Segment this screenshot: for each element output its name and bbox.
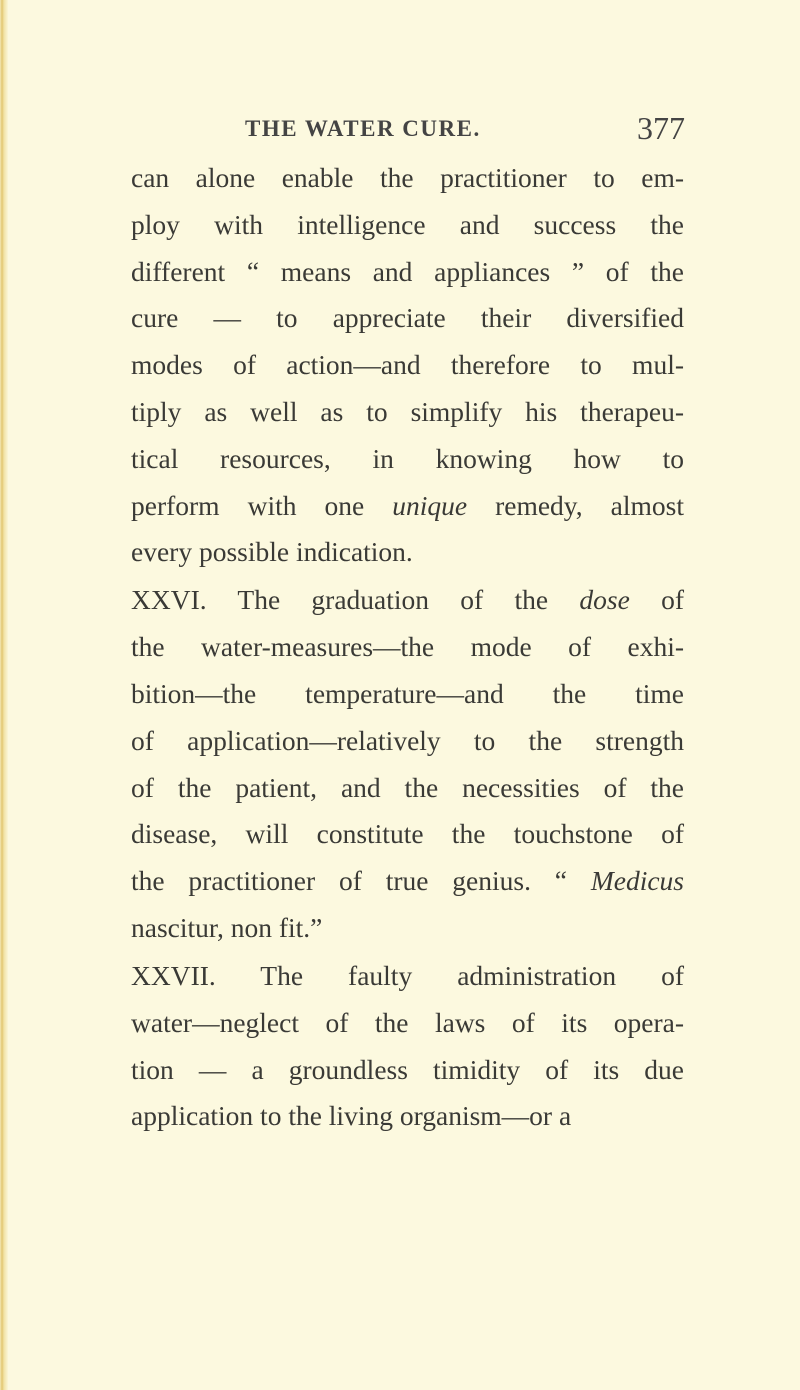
text-line: tion — a groundless timidity of its due (131, 1053, 684, 1085)
paragraph (131, 956, 684, 1143)
paragraph (131, 158, 684, 579)
text-line: water—neglect of the laws of its opera- (131, 1006, 684, 1038)
text-segment: of (629, 584, 684, 616)
italic-word: dose (579, 584, 630, 616)
text-line: modes of action—and therefore to mul- (131, 349, 684, 381)
running-title: THE WATER CURE. (245, 116, 481, 141)
text-line (131, 580, 684, 627)
text-line: of the patient, and the necessities of the (131, 771, 684, 803)
text-line: application to the living organism—or a (131, 1100, 572, 1132)
text-line: different “ means and appliances ” of the (131, 255, 684, 287)
italic-word: Medicus (590, 865, 684, 897)
text-line: every possible indication. (131, 536, 413, 568)
text-line: bition—the temperature—and the time (131, 677, 684, 709)
text-segment: the practitioner of true genius. “ (131, 865, 591, 897)
text-line: the water-measures—the mode of exhi- (131, 631, 684, 663)
page-number: 377 (637, 110, 685, 146)
text-line: tical resources, in knowing how to (131, 442, 684, 474)
page-edge (0, 0, 8, 1390)
text-line: cure — to appreciate their diversified (131, 302, 684, 334)
text-line (131, 486, 684, 533)
text-line (131, 861, 684, 908)
italic-word: unique (392, 489, 468, 521)
text-line: ploy with intelligence and success the (131, 208, 684, 240)
text-line: can alone enable the practitioner to em- (131, 162, 684, 193)
text-line: of application—relatively to the strength (131, 724, 684, 756)
body-text (131, 158, 684, 1143)
text-segment: XXVI. The graduation of the (131, 584, 580, 616)
page-header (245, 112, 685, 152)
text-line: disease, will constitute the touchstone of (131, 818, 684, 850)
paragraph (131, 580, 684, 954)
text-segment: remedy, almost (467, 489, 684, 521)
text-line: nascitur, non fit.” (131, 911, 323, 943)
text-line: tiply as well as to simplify his therapeu- (131, 395, 684, 427)
text-segment: perform with one (131, 489, 393, 521)
text-line: XXVII. The faulty administration of (131, 959, 684, 991)
